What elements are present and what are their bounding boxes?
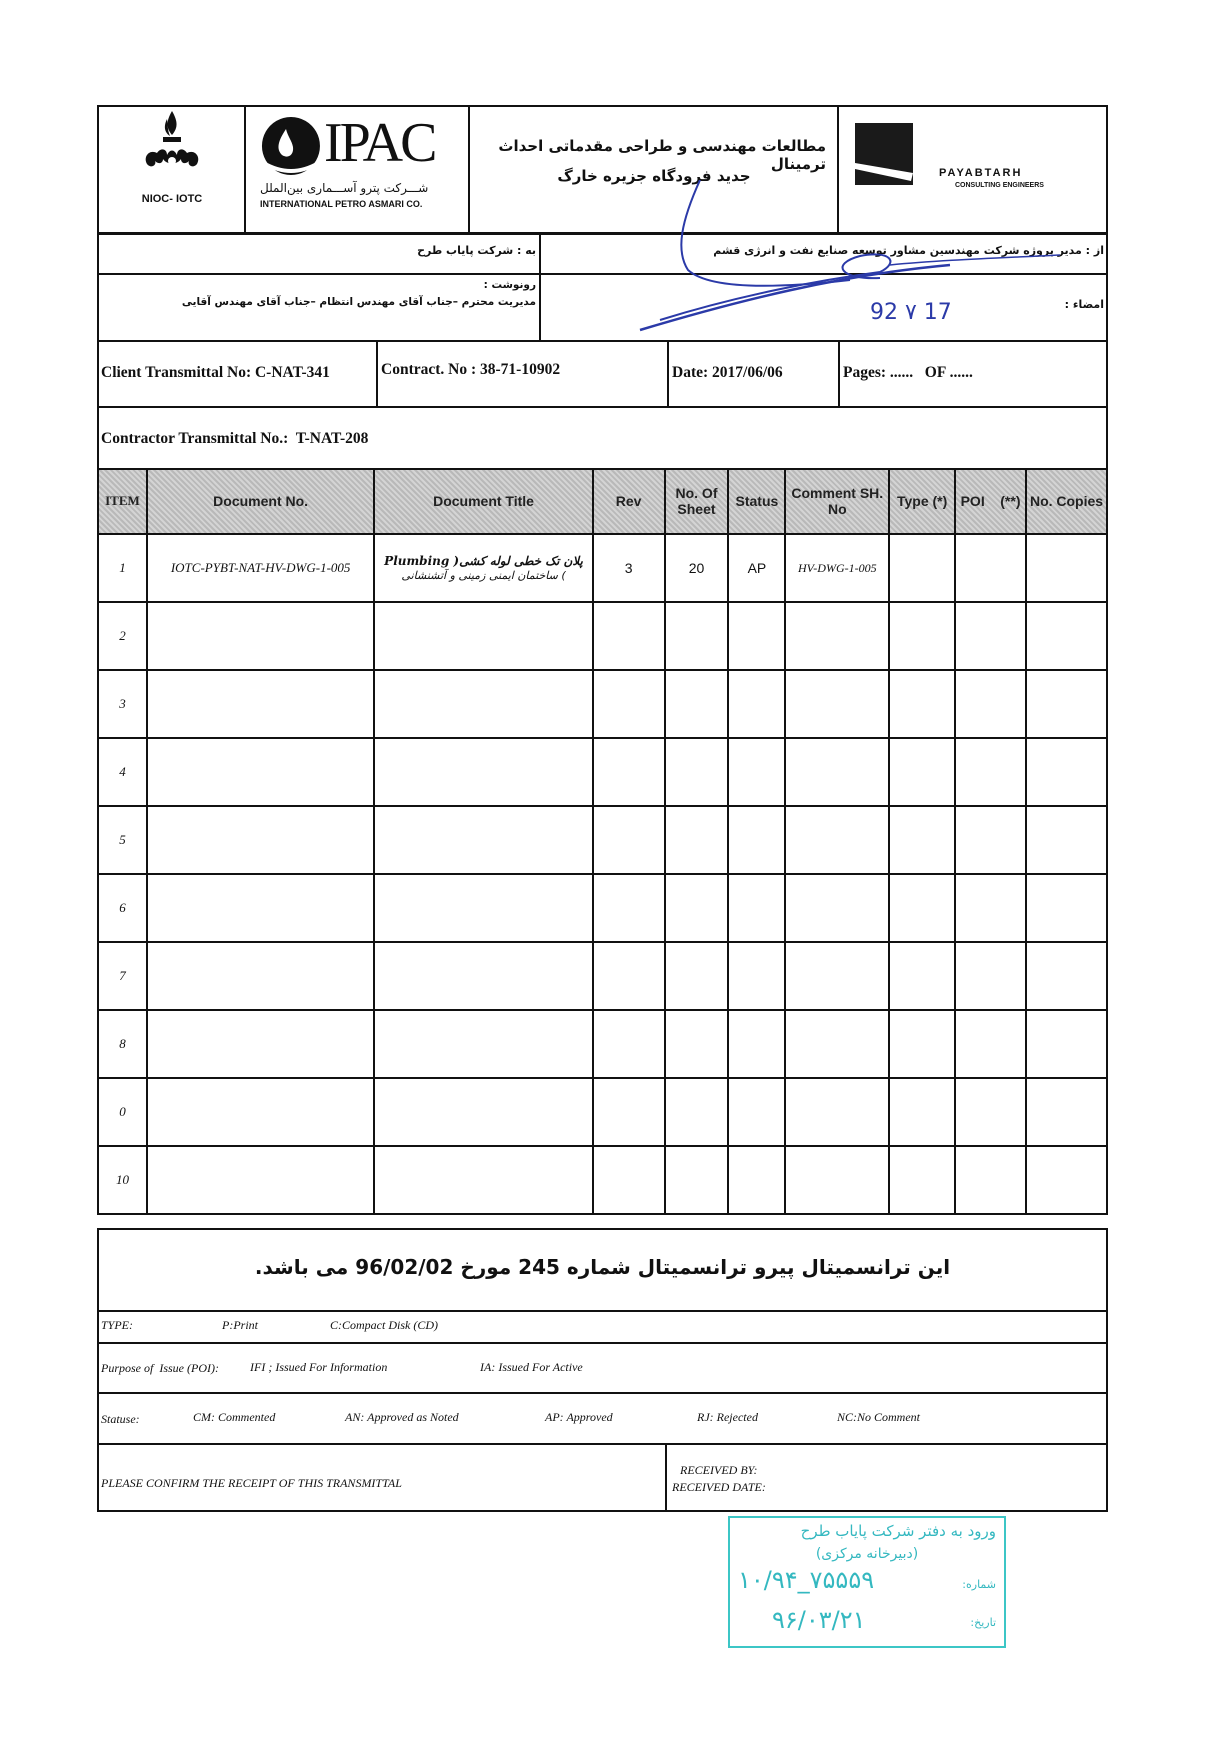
status-cm: CM: Commented [193, 1410, 276, 1424]
payab-logo-name: PAYABTARH [939, 167, 1023, 179]
footer-divider [665, 1445, 667, 1510]
item-number: 8 [98, 1010, 147, 1078]
type-print: P:Print [222, 1318, 258, 1332]
status-nc: NC:No Comment [837, 1410, 921, 1424]
contract-no: Contract. No : 38-71-10902 [381, 361, 561, 378]
poi-ia: IA: Issued For Active [480, 1360, 583, 1374]
stamp-date-value: ۹۶/۰۳/۲۱ [772, 1606, 866, 1634]
status-rj: RJ: Rejected [697, 1410, 758, 1424]
col-header-no-copies: No. Copies [1026, 469, 1107, 534]
table-row [98, 942, 1107, 1010]
col-header-no-of-sheet: No. Of Sheet [665, 469, 729, 534]
to-field: به : شرکت پایاب طرح [417, 244, 536, 257]
col-header-rev: Rev [593, 469, 665, 534]
item-number: 6 [98, 874, 147, 942]
item-number: 4 [98, 738, 147, 806]
ipac-logo-text: IPAC [324, 112, 435, 174]
poi-label: Purpose of Issue (POI): [101, 1361, 219, 1375]
received-by: RECEIVED BY: [680, 1463, 758, 1477]
col-header-item: ITEM [98, 469, 147, 534]
col-header-poi: POI (**) [955, 469, 1026, 534]
item-number: 10 [98, 1146, 147, 1214]
col-header-document-title: Document Title [374, 469, 592, 534]
cc-label: رونوشت : [483, 279, 536, 291]
footer-divider [99, 1310, 1106, 1312]
contractor-transmittal-no: Contractor Transmittal No.: T-NAT-208 [101, 430, 369, 447]
col-header-status: Status [728, 469, 785, 534]
item-number: 0 [98, 1078, 147, 1146]
ipac-english-name: INTERNATIONAL PETRO ASMARI CO. [260, 199, 423, 209]
client-transmittal-no: Client Transmittal No: C-NAT-341 [101, 364, 330, 381]
poi-ifi: IFI ; Issued For Information [250, 1360, 388, 1374]
table-row [98, 1146, 1107, 1214]
item-number: 1 [98, 534, 147, 602]
status-label: Statuse: [101, 1412, 140, 1426]
col-header-comment-sh-no: Comment SH. No [785, 469, 889, 534]
transmittal-note: این ترانسمیتال پیرو ترانسمیتال شماره 245 مورخ 96/02/02 می باشد. [254, 1255, 951, 1279]
payab-logo-icon [855, 123, 913, 185]
rev: 3 [593, 534, 665, 602]
footer-divider [99, 1443, 1106, 1445]
footer-divider [99, 1342, 1106, 1344]
table-row [98, 1078, 1107, 1146]
signature-label: امضاء : [1064, 298, 1104, 311]
stamp-line1: ورود به دفتر شرکت پایاب طرح [800, 1522, 996, 1540]
type-label: TYPE: [101, 1318, 134, 1332]
address-divider [539, 234, 541, 340]
document-title [374, 534, 592, 602]
document-title-line1: پلان تک خطی لوله کشی( Plumbing [384, 553, 583, 568]
ipac-logo-cell [244, 107, 469, 233]
date-field: Date: 2017/06/06 [672, 364, 783, 381]
stamp-date-label: تاریخ: [970, 1616, 996, 1629]
document-no: IOTC-PYBT-NAT-HV-DWG-1-005 [147, 534, 374, 602]
divider [838, 342, 840, 406]
table-row [98, 738, 1107, 806]
nioc-logo-text: NIOC- IOTC [141, 193, 203, 205]
stamp-line2: (دبیرخانه مرکزی) [815, 1546, 919, 1562]
handwritten-signature-icon [620, 180, 1080, 360]
table-row [98, 534, 1107, 602]
table-header-row [98, 469, 1107, 534]
from-field: از : مدیر پروژه شرکت مهندسین مشاور توسعه صنایع نفت و انرژی قشم [713, 244, 1104, 257]
type [889, 534, 955, 602]
comment-sh-no: HV-DWG-1-005 [785, 534, 889, 602]
project-title-line1: مطالعات مهندسی و طراحی مقدماتی احداث ترمینال [498, 137, 826, 173]
col-header-type: Type (*) [889, 469, 955, 534]
received-date: RECEIVED DATE: [672, 1480, 766, 1494]
table-row [98, 874, 1107, 942]
status: AP [728, 534, 785, 602]
item-number: 5 [98, 806, 147, 874]
divider [376, 342, 378, 406]
item-number: 2 [98, 602, 147, 670]
pages-field: Pages: ...... OF ...... [843, 364, 973, 381]
item-number: 3 [98, 670, 147, 738]
stamp-number-label: شماره: [962, 1578, 996, 1591]
stamp-number-value: ۱۰/۹۴_۷۵۵۵۹ [738, 1566, 875, 1594]
divider [667, 342, 669, 406]
table-row [98, 602, 1107, 670]
nioc-logo-cell [99, 107, 245, 233]
receipt-stamp [728, 1516, 1006, 1648]
nioc-flame-logo-icon [137, 109, 207, 184]
footer-divider [99, 1392, 1106, 1394]
no-copies [1026, 534, 1107, 602]
cc-value: مدیریت محترم –جناب آقای مهندس انتظام –جناب آقای مهندس آقایی [181, 296, 536, 308]
type-cd: C:Compact Disk (CD) [330, 1318, 438, 1332]
handwritten-date: 92 ۷ 17 [870, 300, 952, 325]
project-title-line2: جدید فرودگاه جزیره خارگ [557, 167, 751, 185]
ipac-drop-logo-icon [260, 115, 322, 177]
table-row [98, 670, 1107, 738]
status-an: AN: Approved as Noted [345, 1410, 459, 1424]
transmittal-table [97, 468, 1108, 1215]
item-number: 7 [98, 942, 147, 1010]
document-title-line2: ) ساختمان ایمنی زمینی و آتشنشانی [401, 568, 566, 582]
col-header-document-no: Document No. [147, 469, 374, 534]
table-row [98, 1010, 1107, 1078]
no-of-sheet: 20 [665, 534, 729, 602]
confirm-receipt-text: PLEASE CONFIRM THE RECEIPT OF THIS TRANSMITTAL [101, 1476, 402, 1490]
ipac-persian-name: شـــركت پترو آســـمارى بين‌الملل [260, 181, 429, 195]
table-row [98, 806, 1107, 874]
status-ap: AP: Approved [545, 1410, 613, 1424]
payab-logo-sub: CONSULTING ENGINEERS [955, 182, 1044, 189]
poi [955, 534, 1026, 602]
